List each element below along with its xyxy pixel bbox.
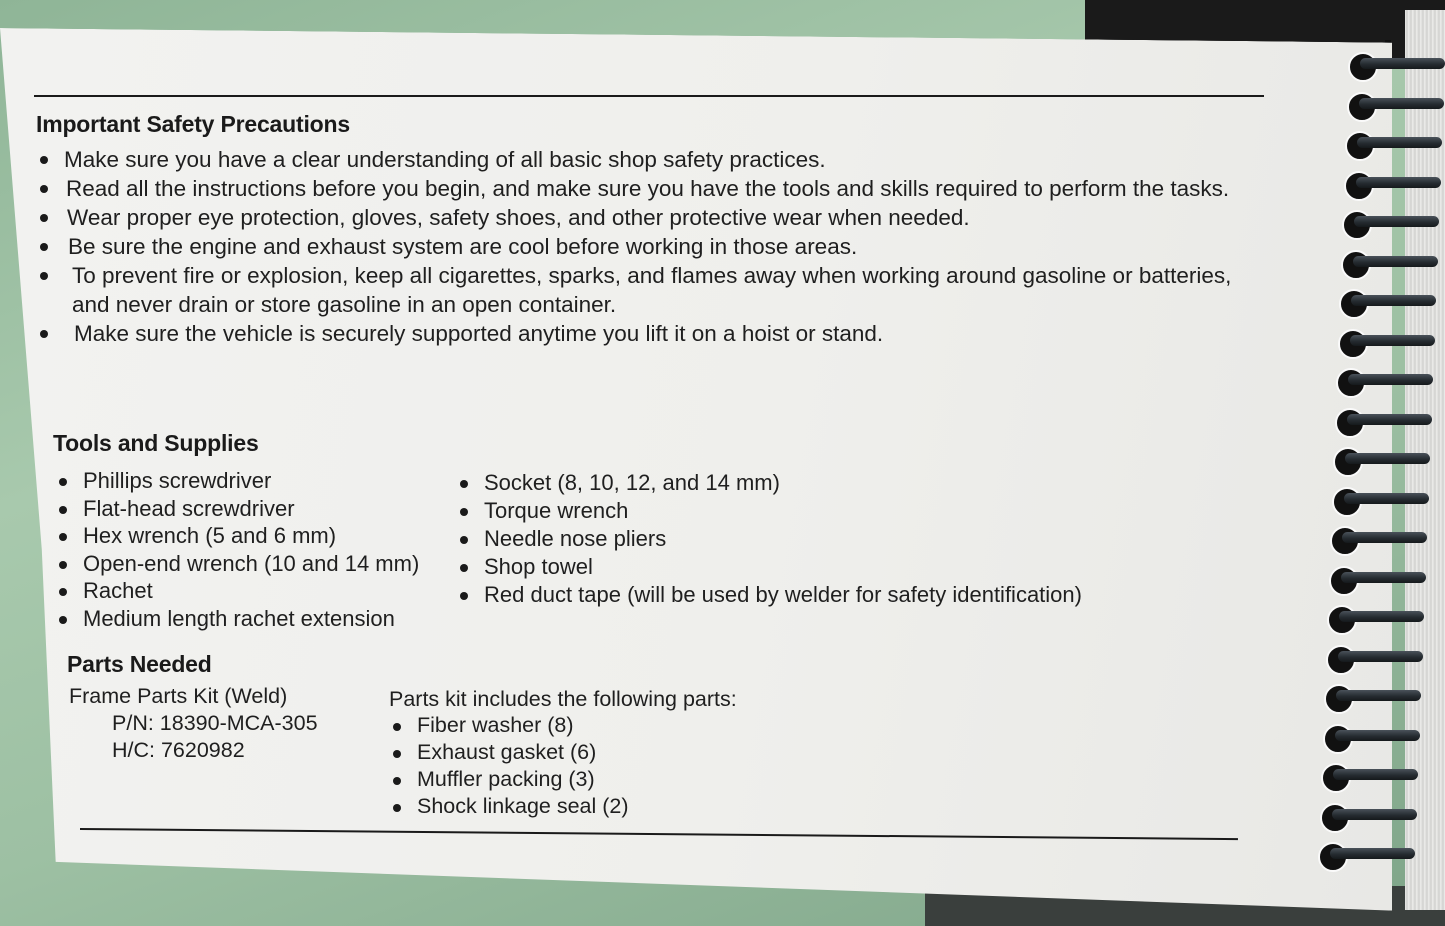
coil-wire xyxy=(1350,335,1435,346)
spiral-coil xyxy=(1339,287,1436,317)
tools-heading: Tools and Supplies xyxy=(53,430,259,456)
coil-wire xyxy=(1339,611,1424,622)
tool-item: Socket (8, 10, 12, and 14 mm) xyxy=(456,469,1216,497)
spiral-coil xyxy=(1332,485,1429,515)
tools-list-right xyxy=(456,469,1216,609)
spiral-coil xyxy=(1333,445,1430,475)
kit-parts-list xyxy=(389,712,789,820)
coil-wire xyxy=(1348,374,1433,385)
coil-wire xyxy=(1332,809,1417,820)
kit-part-item: Fiber washer (8) xyxy=(389,712,789,739)
top-divider xyxy=(34,95,1264,97)
kit-part-number: P/N: 18390-MCA-305 xyxy=(112,711,318,735)
tool-item: Rachet xyxy=(55,577,455,605)
safety-item: To prevent fire or explosion, keep all cigarettes, sparks, and flames away when working around gasoline or batteries, and never drain or store gasoline in an open container. xyxy=(36,261,1232,319)
coil-wire xyxy=(1347,414,1432,425)
kit-info xyxy=(69,683,318,764)
coil-wire xyxy=(1345,453,1430,464)
kit-part-item: Exhaust gasket (6) xyxy=(389,739,789,766)
coil-wire xyxy=(1333,769,1418,780)
safety-item: Be sure the engine and exhaust system are cool before working in those areas. xyxy=(36,232,1266,261)
coil-wire xyxy=(1353,256,1438,267)
coil-wire xyxy=(1356,177,1441,188)
kit-part-item: Muffler packing (3) xyxy=(389,766,789,793)
tool-item: Red duct tape (will be used by welder for safety identification) xyxy=(456,581,1216,609)
coil-wire xyxy=(1336,690,1421,701)
spiral-coil xyxy=(1341,248,1438,278)
coil-wire xyxy=(1344,493,1429,504)
coil-wire xyxy=(1357,137,1442,148)
tools-list-left xyxy=(55,467,455,632)
spiral-coil xyxy=(1348,50,1445,80)
coil-wire xyxy=(1351,295,1436,306)
safety-heading: Important Safety Precautions xyxy=(36,111,350,137)
safety-item: Read all the instructions before you begin, and make sure you have the tools and skills required to perform the tasks. xyxy=(36,174,1246,203)
coil-wire xyxy=(1338,651,1423,662)
spiral-coil xyxy=(1324,682,1421,712)
safety-item: Make sure the vehicle is securely supported anytime you lift it on a hoist or stand. xyxy=(36,319,1266,348)
kit-part-item: Shock linkage seal (2) xyxy=(389,793,789,820)
coil-wire xyxy=(1342,532,1427,543)
coil-wire xyxy=(1360,58,1445,69)
spiral-coil xyxy=(1330,524,1427,554)
spiral-coil xyxy=(1323,722,1420,752)
kit-includes-label: Parts kit includes the following parts: xyxy=(389,687,737,711)
spiral-coil xyxy=(1342,208,1439,238)
bottom-divider xyxy=(80,828,1238,840)
tool-item: Open-end wrench (10 and 14 mm) xyxy=(55,550,455,578)
coil-wire xyxy=(1330,848,1415,859)
spiral-coil xyxy=(1318,840,1415,870)
kit-name: Frame Parts Kit (Weld) xyxy=(69,684,288,708)
spiral-coil xyxy=(1347,90,1444,120)
tool-item: Flat-head screwdriver xyxy=(55,495,455,523)
spiral-coil xyxy=(1336,366,1433,396)
spiral-binding xyxy=(1348,50,1445,890)
spiral-coil xyxy=(1327,603,1424,633)
tool-item: Hex wrench (5 and 6 mm) xyxy=(55,522,455,550)
tool-item: Medium length rachet extension xyxy=(55,605,455,633)
coil-wire xyxy=(1341,572,1426,583)
tool-item: Phillips screwdriver xyxy=(55,467,455,495)
spiral-coil xyxy=(1321,761,1418,791)
spiral-coil xyxy=(1344,169,1441,199)
parts-heading: Parts Needed xyxy=(67,651,212,677)
tool-item: Shop towel xyxy=(456,553,1216,581)
spiral-coil xyxy=(1345,129,1442,159)
tool-item: Needle nose pliers xyxy=(456,525,1216,553)
spiral-coil xyxy=(1335,406,1432,436)
coil-wire xyxy=(1335,730,1420,741)
spiral-coil xyxy=(1329,564,1426,594)
safety-item: Make sure you have a clear understanding of all basic shop safety practices. xyxy=(36,145,1266,174)
coil-wire xyxy=(1359,98,1444,109)
tool-item: Torque wrench xyxy=(456,497,1216,525)
kit-hc-code: H/C: 7620982 xyxy=(112,738,245,762)
safety-item: Wear proper eye protection, gloves, safety shoes, and other protective wear when needed. xyxy=(36,203,1266,232)
spiral-coil xyxy=(1320,801,1417,831)
spiral-coil xyxy=(1326,643,1423,673)
safety-list xyxy=(36,145,1266,348)
spiral-coil xyxy=(1338,327,1435,357)
coil-wire xyxy=(1354,216,1439,227)
